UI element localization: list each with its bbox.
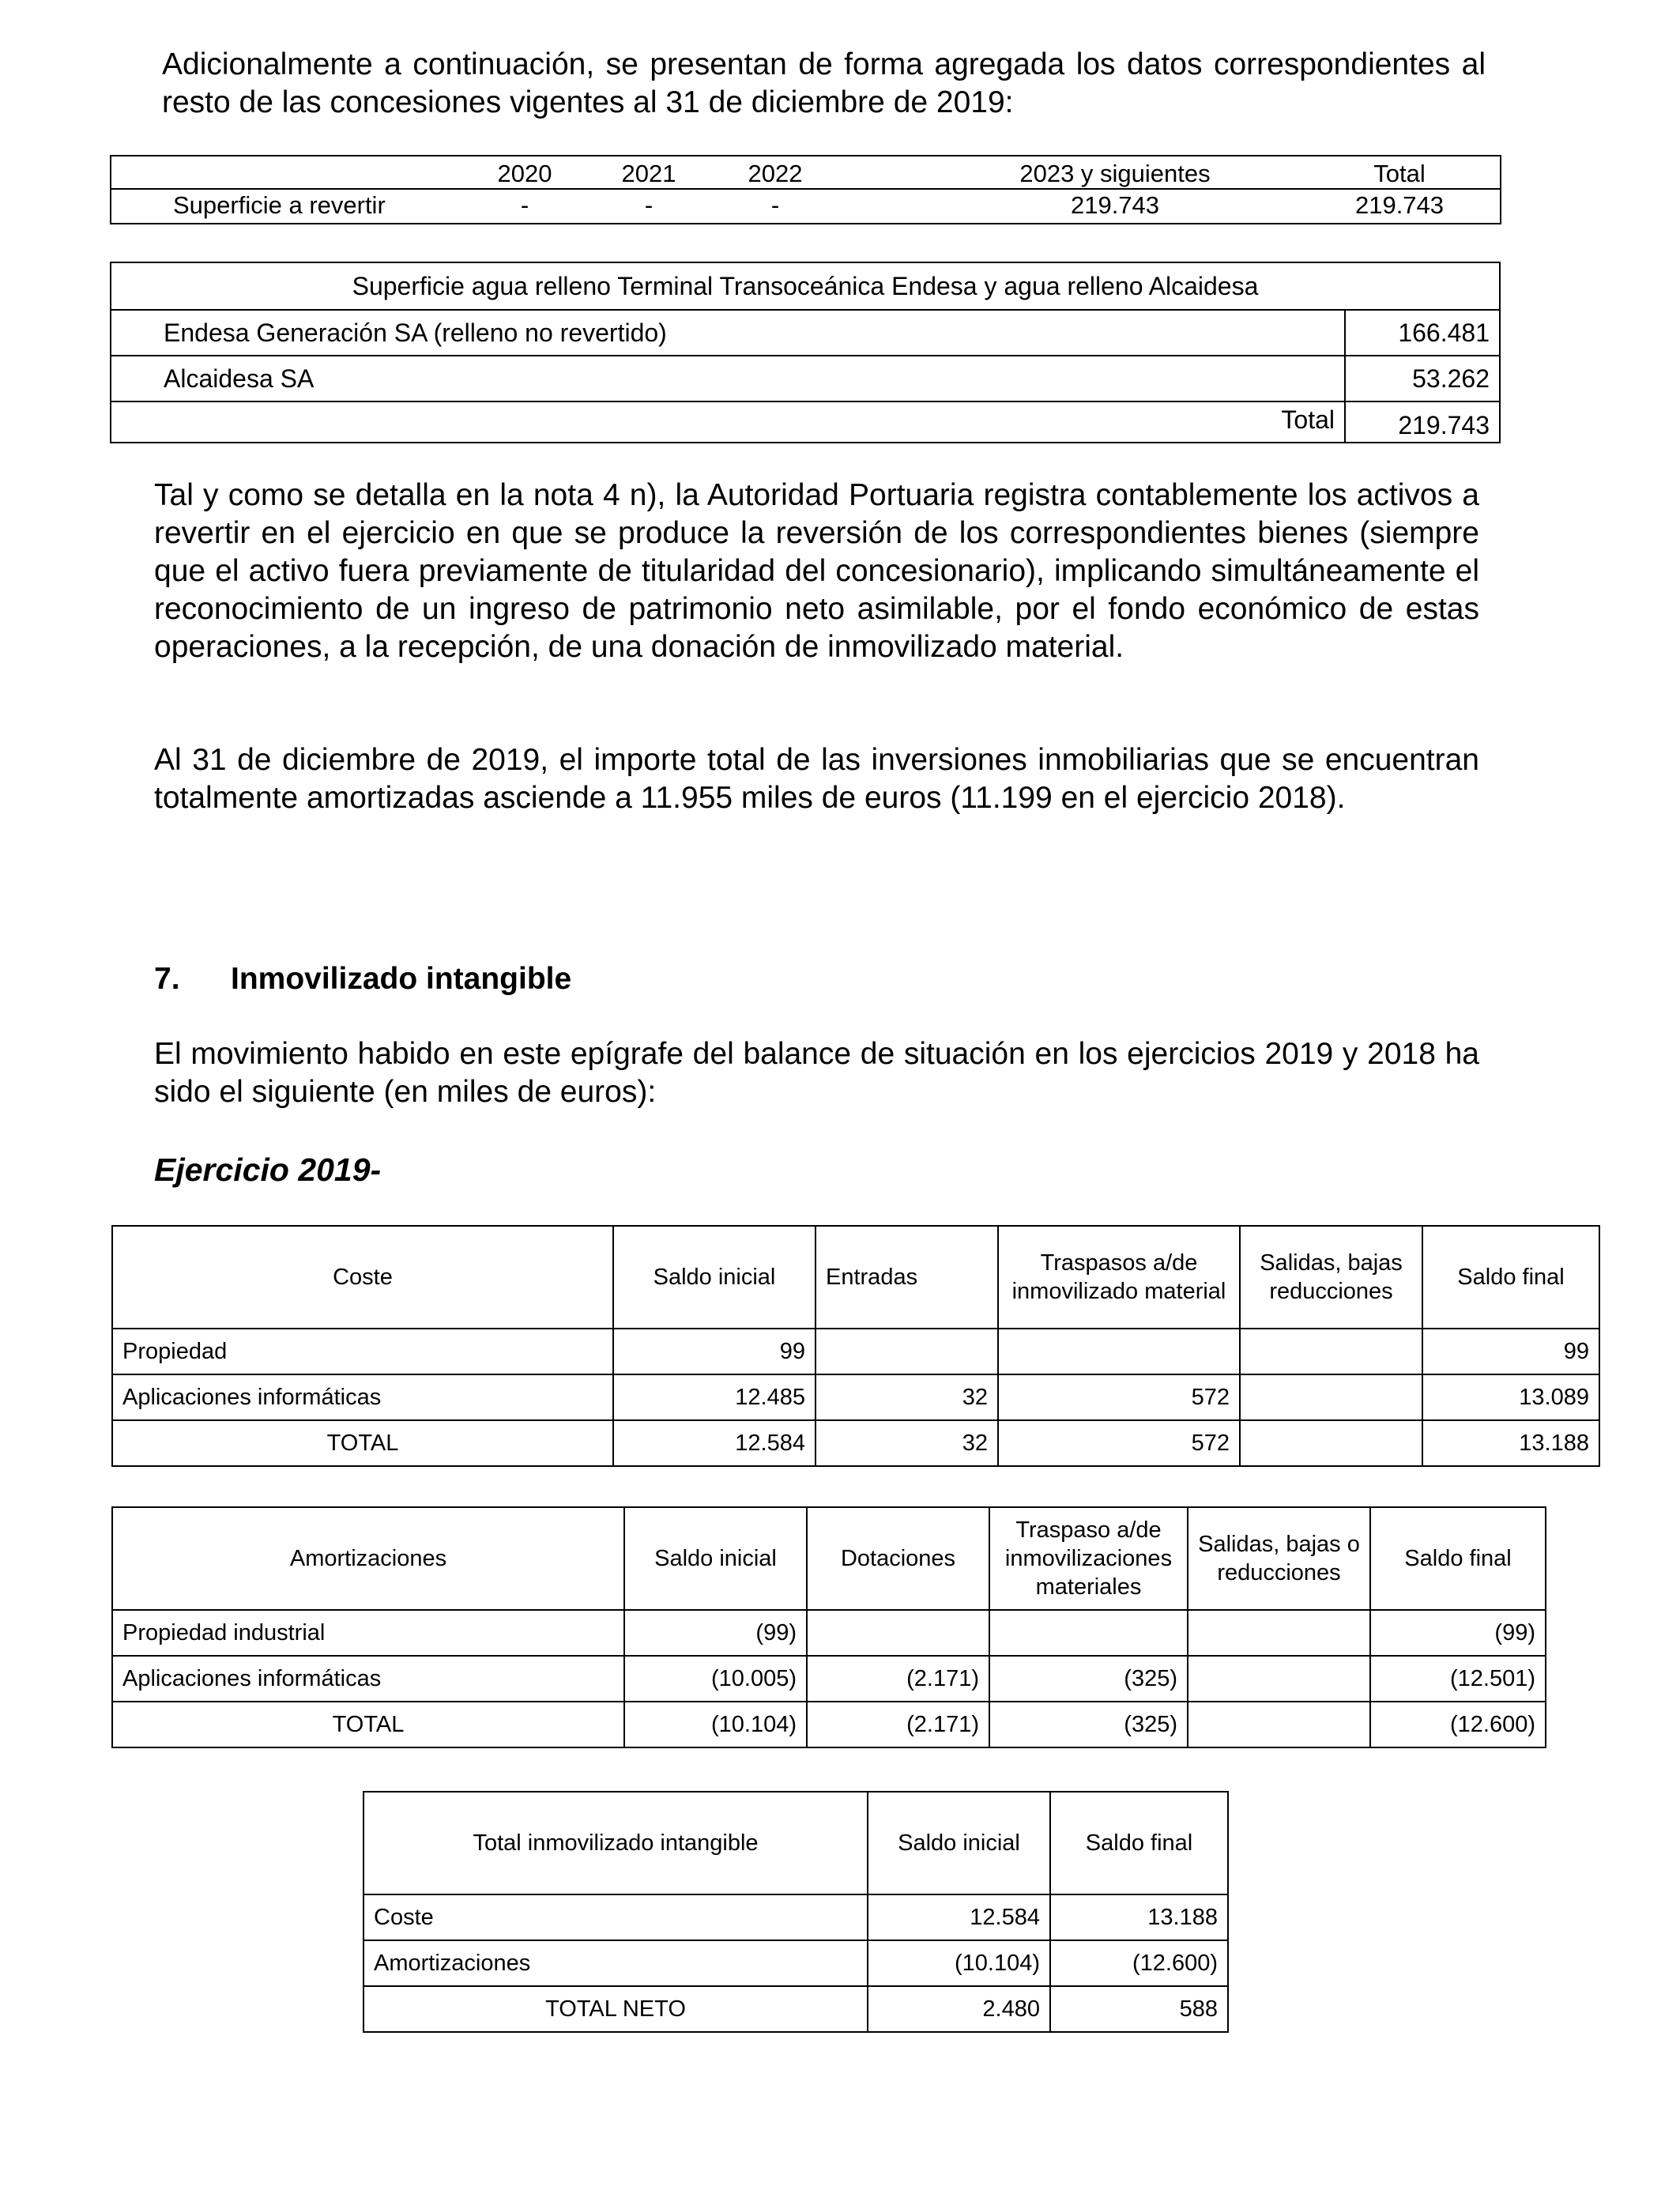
coste-cell [1240, 1420, 1422, 1466]
total-cell: (12.600) [1050, 1940, 1228, 1986]
amort-cell: (12.600) [1370, 1702, 1546, 1747]
amort-cell: (12.501) [1370, 1656, 1546, 1702]
amort-cell [1188, 1610, 1370, 1656]
amort-cell: (2.171) [807, 1702, 989, 1747]
amort-cell: (2.171) [807, 1656, 989, 1702]
coste-header: Coste [112, 1226, 613, 1329]
relleno-total-label: Total [111, 401, 1345, 443]
amort-cell: (99) [1370, 1610, 1546, 1656]
relleno-total-value: 219.743 [1345, 401, 1500, 443]
coste-cell [1240, 1329, 1422, 1374]
amort-cell: (10.104) [624, 1702, 807, 1747]
col-2023-siguientes: 2023 y siguientes [1019, 160, 1211, 187]
coste-table [111, 1225, 1600, 1467]
amort-header: Traspaso a/de inmovilizaciones materiales [989, 1507, 1188, 1610]
relleno-row-value: 166.481 [1345, 310, 1500, 356]
amort-cell [989, 1610, 1188, 1656]
coste-header: Salidas, bajas reducciones [1240, 1226, 1422, 1329]
amortizaciones-table [111, 1506, 1546, 1748]
col-2021: 2021 [621, 160, 676, 187]
coste-header: Saldo inicial [613, 1226, 816, 1329]
relleno-row-label: Endesa Generación SA (relleno no revertido) [111, 310, 1345, 356]
total-cell: 13.188 [1050, 1894, 1228, 1940]
total-cell: (10.104) [868, 1940, 1050, 1986]
revertir-table [110, 155, 1501, 224]
section-title: Inmovilizado intangible [231, 962, 572, 996]
coste-row-label: TOTAL [112, 1420, 613, 1466]
relleno-row-value: 53.262 [1345, 356, 1500, 401]
col-total: Total [1373, 160, 1426, 187]
row-label: Superficie a revertir [173, 191, 386, 219]
relleno-title: Superficie agua relleno Terminal Transoceánica Endesa y agua relleno Alcaidesa [111, 262, 1500, 310]
coste-row-label: Propiedad [112, 1329, 613, 1374]
amort-cell [807, 1610, 989, 1656]
relleno-row-label: Alcaidesa SA [111, 356, 1345, 401]
coste-cell: 99 [613, 1329, 816, 1374]
coste-cell [1240, 1374, 1422, 1420]
total-cell: 2.480 [868, 1986, 1050, 2032]
amort-cell: (99) [624, 1610, 807, 1656]
total-header: Saldo final [1050, 1792, 1228, 1894]
total-cell: 588 [1050, 1986, 1228, 2032]
amort-cell: (10.005) [624, 1656, 807, 1702]
intro-paragraph: Adicionalmente a continuación, se presentan de forma agregada los datos correspondientes al resto de las concesiones vigentes al 31 de diciembre de 2019: [162, 47, 1486, 119]
cell-2021: - [644, 191, 654, 219]
col-2020: 2020 [497, 160, 552, 187]
coste-cell: 32 [816, 1374, 998, 1420]
total-row-label: Amortizaciones [363, 1940, 868, 1986]
amort-cell [1188, 1702, 1370, 1747]
paragraph-amortizadas: Al 31 de diciembre de 2019, el importe total de las inversiones inmobiliarias que se encuentran totalmente amortizadas asciende a 11.955 miles de euros (11.199 en el ejercicio 2018). [154, 743, 1479, 815]
section-number: 7. [154, 962, 180, 996]
relleno-table [110, 262, 1501, 443]
amort-header: Saldo inicial [624, 1507, 807, 1610]
coste-cell: 13.089 [1422, 1374, 1599, 1420]
amort-header: Dotaciones [807, 1507, 989, 1610]
total-row-label: TOTAL NETO [363, 1986, 868, 2032]
amort-header: Saldo final [1370, 1507, 1546, 1610]
coste-cell: 12.485 [613, 1374, 816, 1420]
coste-cell: 572 [998, 1420, 1240, 1466]
coste-header: Traspasos a/de inmovilizado material [998, 1226, 1240, 1329]
paragraph-reversion: Tal y como se detalla en la nota 4 n), la Autoridad Portuaria registra contablemente los activos a revertir en el ejercicio en que se produce la reversión de los correspondientes bienes (siempre que el activo fuera previamente de titularidad del concesionario), implicando simultáneamente el reconocimiento de un ingreso de patrimonio neto asimilable, por el fondo económico de estas operaciones, a la recepción, de una donación de inmovilizado material. [154, 478, 1479, 664]
cell-total: 219.743 [1354, 191, 1445, 219]
coste-cell: 13.188 [1422, 1420, 1599, 1466]
cell-2020: - [520, 191, 529, 219]
col-2022: 2022 [748, 160, 803, 187]
coste-cell [998, 1329, 1240, 1374]
total-header: Total inmovilizado intangible [363, 1792, 868, 1894]
amort-header: Salidas, bajas o reducciones [1188, 1507, 1370, 1610]
amort-row-label: Aplicaciones informáticas [112, 1656, 624, 1702]
coste-cell: 99 [1422, 1329, 1599, 1374]
total-header: Saldo inicial [868, 1792, 1050, 1894]
coste-row-label: Aplicaciones informáticas [112, 1374, 613, 1420]
amort-header: Amortizaciones [112, 1507, 624, 1610]
amort-row-label: Propiedad industrial [112, 1610, 624, 1656]
coste-cell: 32 [816, 1420, 998, 1466]
cell-2023-siguientes: 219.743 [1070, 191, 1160, 219]
coste-cell: 572 [998, 1374, 1240, 1420]
cell-2022: - [770, 191, 780, 219]
subheading-ejercicio: Ejercicio 2019- [154, 1152, 382, 1188]
coste-cell: 12.584 [613, 1420, 816, 1466]
amort-row-label: TOTAL [112, 1702, 624, 1747]
total-row-label: Coste [363, 1894, 868, 1940]
coste-cell [816, 1329, 998, 1374]
paragraph-movimiento: El movimiento habido en este epígrafe del balance de situación en los ejercicios 2019 y 2018 ha sido el siguiente (en miles de euros): [154, 1037, 1479, 1109]
amort-cell: (325) [989, 1702, 1188, 1747]
coste-header: Entradas [816, 1226, 998, 1329]
coste-header: Saldo final [1422, 1226, 1599, 1329]
amort-cell [1188, 1656, 1370, 1702]
total-intangible-table [363, 1791, 1229, 2033]
amort-cell: (325) [989, 1656, 1188, 1702]
total-cell: 12.584 [868, 1894, 1050, 1940]
